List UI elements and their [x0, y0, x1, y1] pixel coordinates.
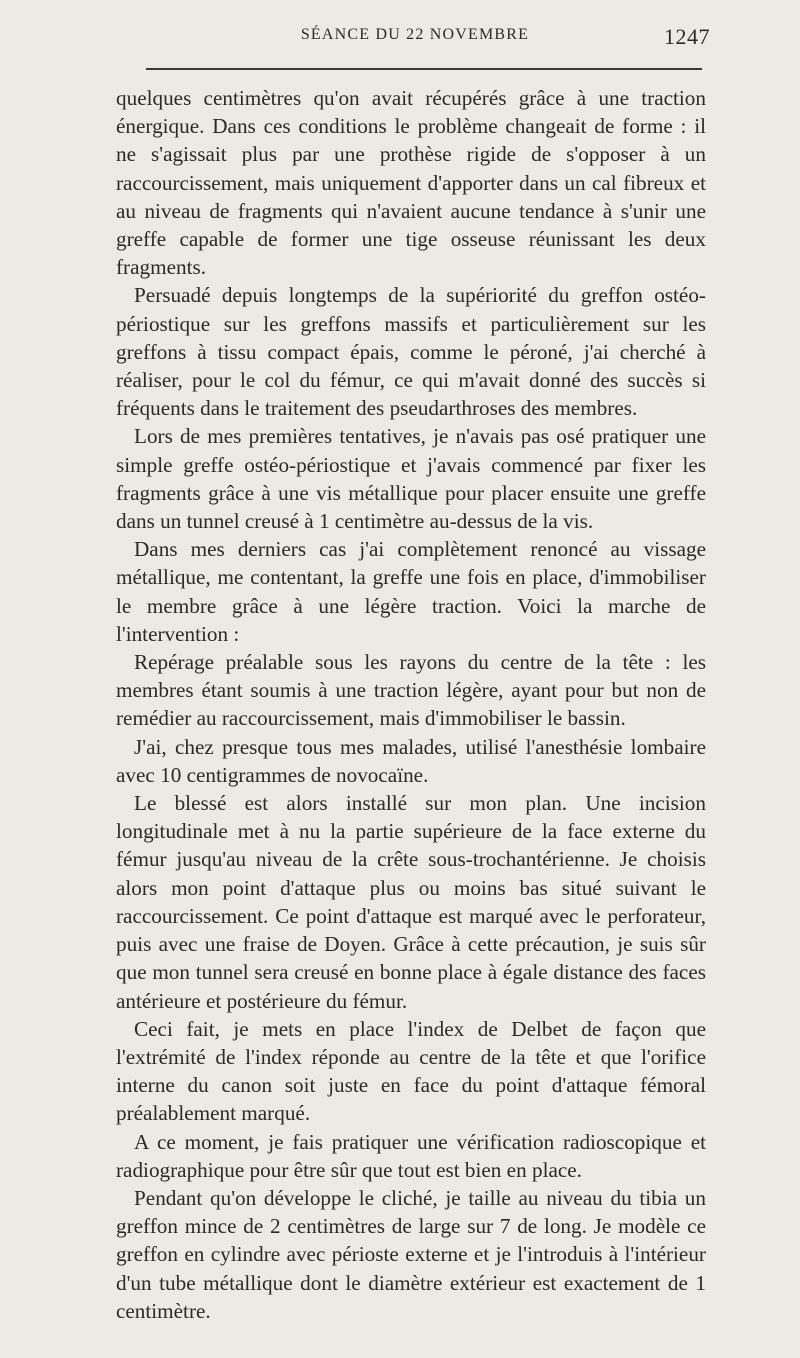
paragraph: J'ai, chez presque tous mes malades, utilisé l'anesthésie lombaire avec 10 centigrammes de novocaïne. [116, 734, 706, 787]
paragraph: Dans mes derniers cas j'ai complètement renoncé au vissage métallique, me contentant, la greffe une fois en place, d'immobiliser le membre grâce à une légère traction. Voici la marche de l'intervention : [116, 537, 706, 646]
paragraph: Le blessé est alors installé sur mon plan. Une incision longitudinale met à nu la partie supérieure de la face externe du fémur jusqu'au niveau de la crête sous-trochantérienne. Je choisis alors mon point d'attaque plus ou moins bas situé suivant le raccourcissement. Ce point d'attaque est marqué avec le perforateur, puis avec une fraise de Doyen. Grâce à cette précaution, je suis sûr que mon tunnel sera creusé en bonne place à égale distance des faces antérieure et postérieure du fémur. [116, 791, 706, 1013]
paragraph: A ce moment, je fais pratiquer une vérification radioscopique et radiographique pour être sûr que tout est bien en place. [116, 1129, 706, 1182]
paragraph: Repérage préalable sous les rayons du centre de la tête : les membres étant soumis à une traction légère, ayant pour but non de remédier au raccourcissement, mais d'immobiliser le bassin. [116, 650, 706, 731]
running-head [140, 24, 710, 54]
header-rule [146, 68, 702, 70]
paragraph: Pendant qu'on développe le cliché, je taille au niveau du tibia un greffon mince de 2 centimètres de large sur 7 de long. Je modèle ce greffon en cylindre avec périoste externe et je l'introduis à l'intérieur d'un tube métallique dont le diamètre extérieur est exactement de 1 centimètre. [116, 1185, 706, 1323]
paragraph: Persuadé depuis longtemps de la supériorité du greffon ostéo-périostique sur les greffons massifs et particulièrement sur les greffons à tissu compact épais, comme le péroné, j'ai cherché à réaliser, pour le col du fémur, ce qui m'avait donné des succès si fréquents dans le traitement des pseudarthroses des membres. [116, 283, 706, 421]
running-title: SÉANCE DU 22 NOVEMBRE [300, 26, 530, 43]
body-text [116, 84, 706, 1325]
paragraph: quelques centimètres qu'on avait récupérés grâce à une traction énergique. Dans ces conditions le problème changeait de forme : il ne s'agissait plus par une prothèse rigide de s'opposer à un raccourcissement, mais uniquement d'apporter dans un cal fibreux et au niveau de fragments qui n'avaient aucune tendance à s'unir une greffe capable de former une tige osseuse réunissant les deux fragments. [116, 86, 706, 280]
paragraph: Lors de mes premières tentatives, je n'avais pas osé pratiquer une simple greffe ostéo-périostique et j'avais commencé par fixer les fragments grâce à une vis métallique pour placer ensuite une greffe dans un tunnel creusé à 1 centimètre au-dessus de la vis. [116, 424, 706, 534]
paragraph: Ceci fait, je mets en place l'index de Delbet de façon que l'extrémité de l'index réponde au centre de la tête et que l'orifice interne du canon soit juste en face du point d'attaque fémoral préalablement marqué. [116, 1016, 706, 1126]
page-number: 1247 [664, 24, 710, 49]
